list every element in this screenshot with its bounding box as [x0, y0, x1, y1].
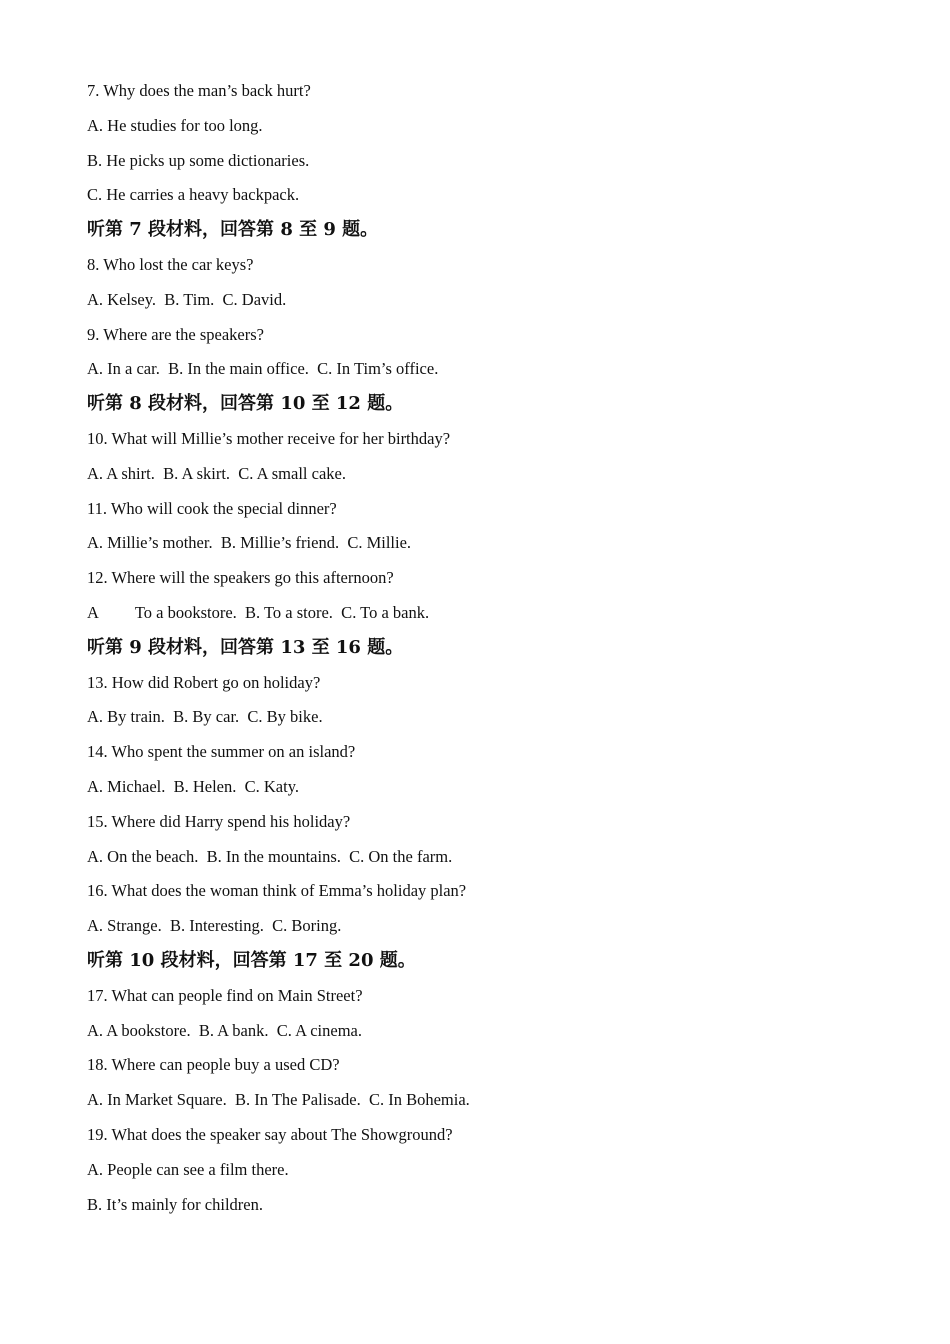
option-7a: A. He studies for too long. — [87, 115, 263, 135]
options-18: A. In Market Square. B. In The Palisade. C. In Bohemia. — [87, 1090, 470, 1110]
options-14: A. Michael. B. Helen. C. Katy. — [87, 776, 300, 796]
options-8: A. Kelsey. B. Tim. C. David. — [87, 289, 287, 309]
question-13: 13. How did Robert go on holiday? — [87, 672, 321, 692]
section-heading-9: 听第 9 段材料，回答第 13 至 16 题。 — [87, 636, 404, 658]
option-7c: C. He carries a heavy backpack. — [87, 185, 300, 205]
option-19b: B. It’s mainly for children. — [87, 1194, 263, 1214]
options-12: A To a bookstore. B. To a store. C. To a bank. — [87, 602, 430, 622]
question-8: 8. Who lost the car keys? — [87, 254, 254, 274]
option-19a: A. People can see a film there. — [87, 1159, 289, 1179]
exam-page — [87, 78, 887, 1226]
question-11: 11. Who will cook the special dinner? — [87, 498, 337, 518]
options-17: A. A bookstore. B. A bank. C. A cinema. — [87, 1020, 362, 1040]
question-17: 17. What can people find on Main Street? — [87, 985, 363, 1005]
options-13: A. By train. B. By car. C. By bike. — [87, 707, 323, 727]
section-heading-10: 听第 10 段材料，回答第 17 至 20 题。 — [87, 949, 416, 971]
section-heading-8: 听第 8 段材料，回答第 10 至 12 题。 — [87, 393, 404, 415]
options-10: A. A shirt. B. A skirt. C. A small cake. — [87, 463, 346, 483]
options-15: A. On the beach. B. In the mountains. C. On the farm. — [87, 846, 453, 866]
question-18: 18. Where can people buy a used CD? — [87, 1055, 340, 1075]
section-heading-7: 听第 7 段材料，回答第 8 至 9 题。 — [87, 219, 379, 241]
question-15: 15. Where did Harry spend his holiday? — [87, 811, 351, 831]
question-12: 12. Where will the speakers go this afternoon? — [87, 568, 394, 588]
options-9: A. In a car. B. In the main office. C. In Tim’s office. — [87, 359, 439, 379]
question-14: 14. Who spent the summer on an island? — [87, 742, 356, 762]
question-19: 19. What does the speaker say about The Showground? — [87, 1124, 453, 1144]
question-7: 7. Why does the man’s back hurt? — [87, 81, 311, 100]
options-11: A. Millie’s mother. B. Millie’s friend. C. Millie. — [87, 533, 412, 553]
question-16: 16. What does the woman think of Emma’s holiday plan? — [87, 881, 467, 901]
question-10: 10. What will Millie’s mother receive for her birthday? — [87, 428, 451, 448]
question-9: 9. Where are the speakers? — [87, 324, 264, 344]
options-16: A. Strange. B. Interesting. C. Boring. — [87, 916, 342, 936]
option-7b: B. He picks up some dictionaries. — [87, 150, 310, 170]
